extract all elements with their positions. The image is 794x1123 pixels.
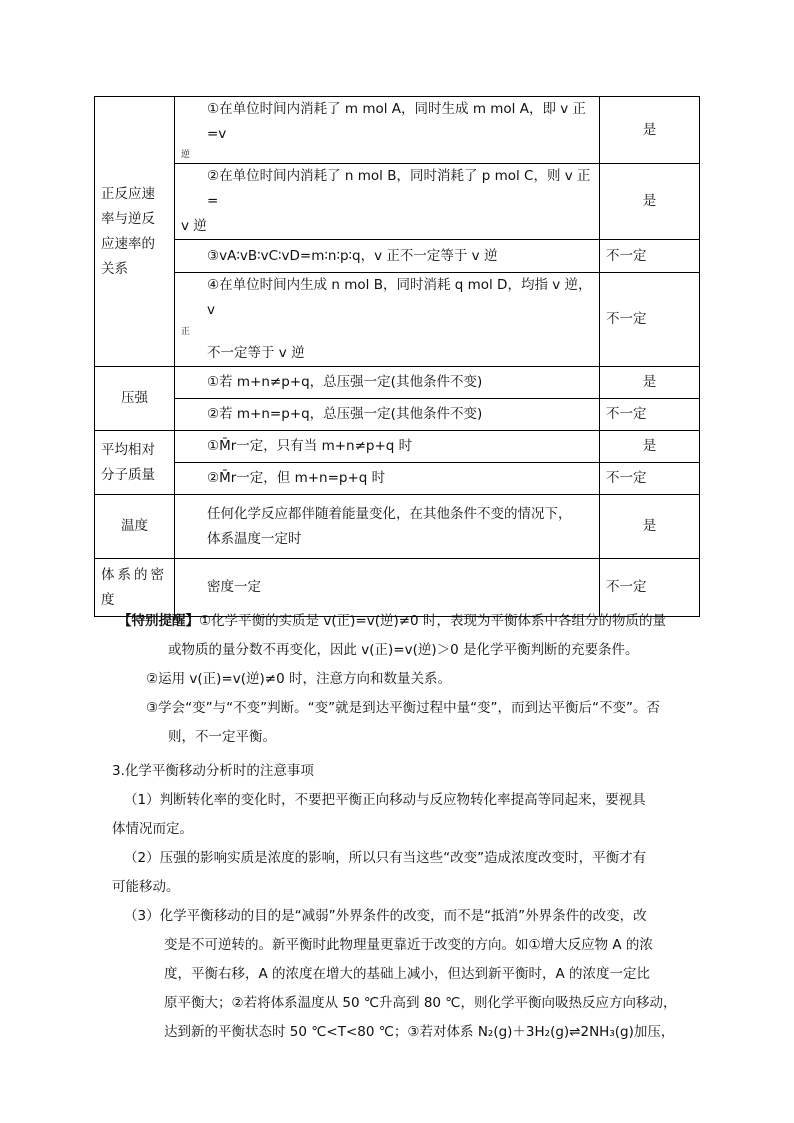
table-row [95, 164, 700, 240]
result-cell: 是 [600, 431, 700, 463]
special-reminder: 【特别提醒】①化学平衡的实质是 v(正)=v(逆)≠0 时，表现为平衡体系中各组分的物质的量 或物质的量分数不再变化，因此 v(正)=v(逆)＞0 是化学平衡判断的充要条件。 ②运用 v(正)=v(逆)≠0 时，注意方向和数量关系。 ③学会“变”与“不变”判断。“变”就是到达平衡过程中量“变”，而到达平衡后“不变”。否 则，不一定平衡。 [118, 613, 666, 745]
result-cell: 不一定 [600, 273, 700, 367]
table-row [95, 240, 700, 273]
condition-cell: ②若 m+n=p+q，总压强一定(其他条件不变) [175, 399, 600, 431]
section-heading: 3.化学平衡移动分析时的注意事项 [112, 763, 314, 779]
result-cell: 不一定 [600, 240, 700, 273]
result-cell: 不一定 [600, 399, 700, 431]
condition-cell: ②在单位时间内消耗了 n mol B，同时消耗了 p mol C，则 v 正= v 逆 [175, 164, 600, 240]
category-pressure: 压强 [95, 367, 175, 431]
reminder-label: 【特别提醒】 [118, 613, 199, 629]
condition-cell: 密度一定 [175, 559, 600, 617]
result-cell: 不一定 [600, 559, 700, 617]
result-cell: 是 [600, 164, 700, 240]
table-row [95, 495, 700, 559]
table-row [95, 97, 700, 164]
condition-cell: ①若 m+n≠p+q，总压强一定(其他条件不变) [175, 367, 600, 399]
condition-cell: ②M̄r一定，但 m+n=p+q 时 [175, 463, 600, 495]
table-row [95, 367, 700, 399]
table-row [95, 431, 700, 463]
table-row [95, 399, 700, 431]
table-row [95, 273, 700, 367]
table-row [95, 463, 700, 495]
section-3: 3.化学平衡移动分析时的注意事项 （1）判断转化率的变化时，不要把平衡正向移动与反应物转化率提高等同起来，要视具 体情况而定。 （2）压强的影响实质是浓度的影响，所以只有当这些“改变”造成浓度改变时，平衡才有 可能移动。 （3）化学平衡移动的目的是“减弱”外界条件的改变，而不是“抵消”外界条件的改变，改 变是不可逆转的。新平衡时此物理量更靠近于改变的方向。如①增大反应物 A 的浓 度，平衡右移，A 的浓度在增大的基础上减小，但达到新平衡时，A 的浓度一定比 原平衡大；②若将体系温度从 50 ℃升高到 80 ℃，则化学平衡向吸热反应方向移动， 达到新的平衡状态时 50 ℃<T<80 ℃；③若对体系 N₂(g)＋3H₂(g)⇌2NH₃(g)加压， [112, 757, 688, 1047]
result-cell: 是 [600, 495, 700, 559]
category-rate-relation: 正反应速率与逆反应速率的关系 [95, 97, 175, 367]
condition-cell: 任何化学反应都伴随着能量变化，在其他条件不变的情况下， 体系温度一定时 [175, 495, 600, 559]
equilibrium-criteria-table [94, 96, 700, 617]
condition-cell: ③vA∶vB∶vC∶vD=m∶n∶p∶q，v 正不一定等于 v 逆 [175, 240, 600, 273]
condition-cell: ①M̄r一定，只有当 m+n≠p+q 时 [175, 431, 600, 463]
result-cell: 是 [600, 97, 700, 164]
condition-cell: ④在单位时间内生成 n mol B，同时消耗 q mol D，均指 v 逆，v 正 不一定等于 v 逆 [175, 273, 600, 367]
condition-cell: ①在单位时间内消耗了 m mol A，同时生成 m mol A，即 v 正=v 逆 [175, 97, 600, 164]
category-density: 体系的密度 [95, 559, 175, 617]
category-molar-mass: 平均相对分子质量 [95, 431, 175, 495]
result-cell: 不一定 [600, 463, 700, 495]
category-temperature: 温度 [95, 495, 175, 559]
result-cell: 是 [600, 367, 700, 399]
